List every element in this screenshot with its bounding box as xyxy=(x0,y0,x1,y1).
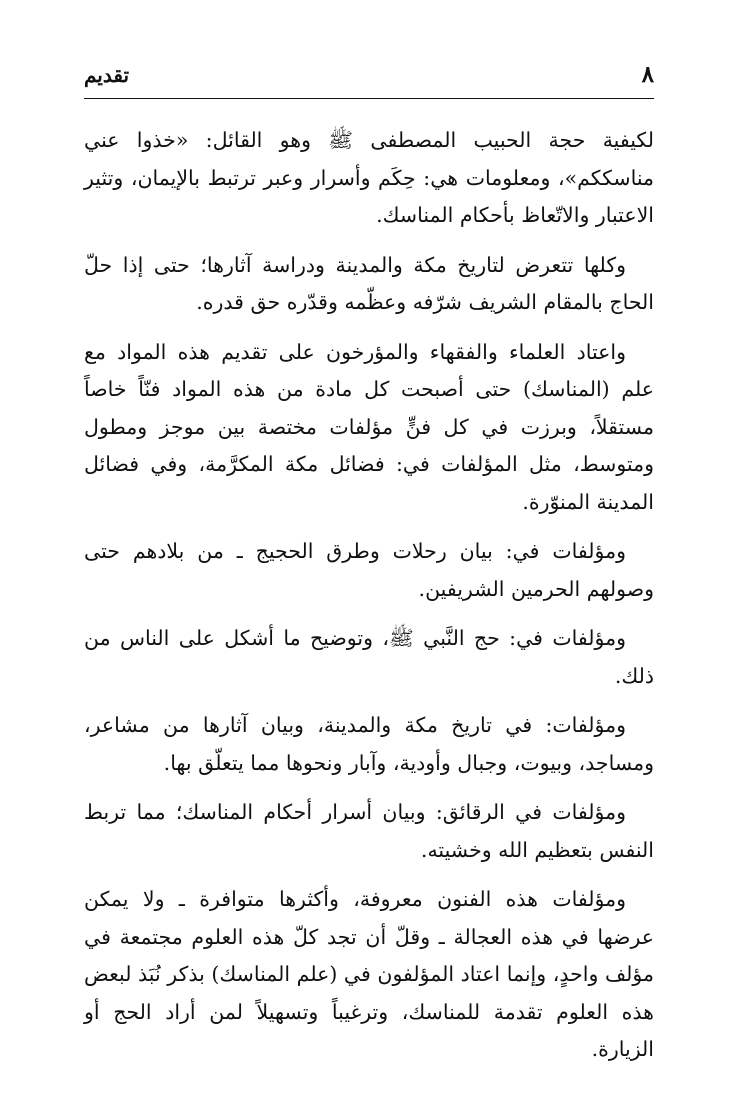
page-body xyxy=(84,122,654,1069)
paragraph-3: واعتاد العلماء والفقهاء والمؤرخون على تقديم هذه المواد مع علم (المناسك) حتى أصبحت كل مادة من هذه المواد فنّاً خاصاً مستقلاً، وبرزت في كل فنٍّ مؤلفات مختصة بين موجز ومطول ومتوسط، مثل المؤلفات في: فضائل مكة المكرَّمة، وفي فضائل المدينة المنوّرة. xyxy=(84,339,654,514)
paragraph-2: وكلها تتعرض لتاريخ مكة والمدينة ودراسة آثارها؛ حتى إذا حلّ الحاج بالمقام الشريف شرّفه وعظّمه وقدّره حق قدره. xyxy=(84,252,654,314)
paragraph-8: ومؤلفات هذه الفنون معروفة، وأكثرها متوافرة ـ ولا يمكن عرضها في هذه العجالة ـ وقلّ أن تجد كلّ هذه العلوم مجتمعة في مؤلف واحدٍ، وإنما اعتاد المؤلفون في (علم المناسك) بذكر نُبَذ لبعض هذه العلوم تقدمة للمناسك، وترغيباً وتسهيلاً لمن أراد الحج أو الزيارة. xyxy=(84,887,654,1061)
paragraph-6: ومؤلفات: في تاريخ مكة والمدينة، وبيان آثارها من مشاعر، ومساجد، وبيوت، وجبال وأودية، وآبار ونحوها مما يتعلّق بها. xyxy=(84,713,654,775)
paragraph-4: ومؤلفات في: بيان رحلات وطرق الحجيج ـ من بلادهم حتى وصولهم الحرمين الشريفين. xyxy=(84,539,654,601)
page-number: ٨ xyxy=(641,61,654,88)
header-divider xyxy=(84,98,654,99)
paragraph-7: ومؤلفات في الرقائق: وبيان أسرار أحكام المناسك؛ مما تربط النفس بتعظيم الله وخشيته. xyxy=(84,800,654,862)
page-header xyxy=(84,58,654,98)
paragraph-5: ومؤلفات في: حج النَّبي ﷺ، وتوضيح ما أشكل على الناس من ذلك. xyxy=(84,626,654,688)
paragraph-1: لكيفية حجة الحبيب المصطفى ﷺ وهو القائل: «خذوا عني مناسككم»، ومعلومات هي: حِكَم وأسرار وعبر ترتبط بالإيمان، وتثير الاعتبار والاتّعاظ بأحكام المناسك. xyxy=(84,128,654,227)
running-title: تقديم xyxy=(84,63,130,87)
